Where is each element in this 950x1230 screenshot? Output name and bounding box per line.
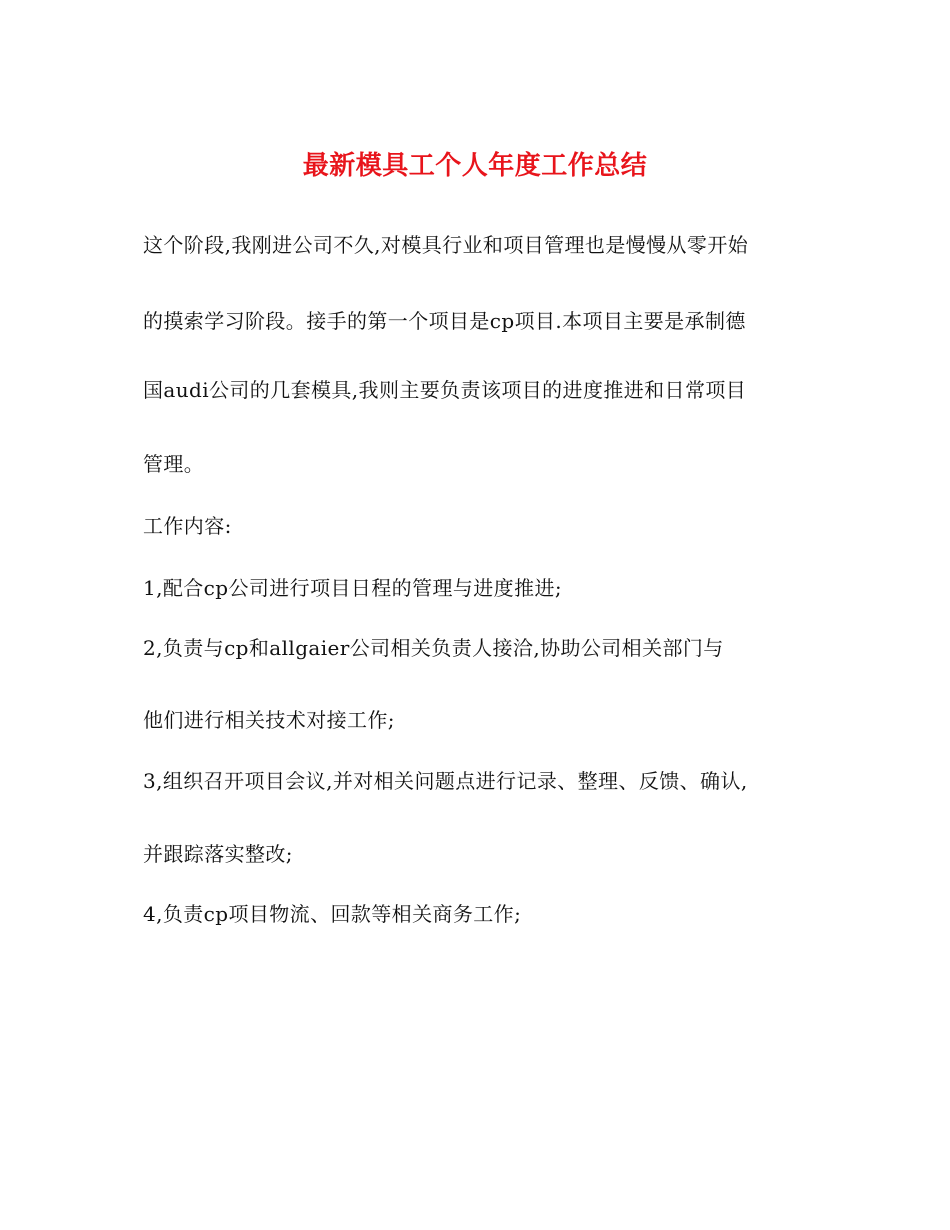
intro-line-2: 的摸索学习阶段。接手的第一个项目是cp项目.本项目主要是承制德 [143,309,746,333]
list-item-2-continued: 他们进行相关技术对接工作; [143,708,395,732]
intro-line-1: 这个阶段,我刚进公司不久,对模具行业和项目管理也是慢慢从零开始 [143,233,749,257]
list-item-3: 3,组织召开项目会议,并对相关问题点进行记录、整理、反馈、确认, [143,769,748,793]
intro-line-4: 管理。 [143,452,205,476]
document-title: 最新模具工个人年度工作总结 [302,151,648,181]
intro-line-3: 国audi公司的几套模具,我则主要负责该项目的进度推进和日常项目 [143,378,747,402]
list-item-3-continued: 并跟踪落实整改; [143,842,293,866]
list-item-1: 1,配合cp公司进行项目日程的管理与进度推进; [143,576,563,600]
list-item-2: 2,负责与cp和allgaier公司相关负责人接洽,协助公司相关部门与 [143,636,724,660]
section-heading: 工作内容: [143,514,232,538]
list-item-4: 4,负责cp项目物流、回款等相关商务工作; [143,902,522,926]
